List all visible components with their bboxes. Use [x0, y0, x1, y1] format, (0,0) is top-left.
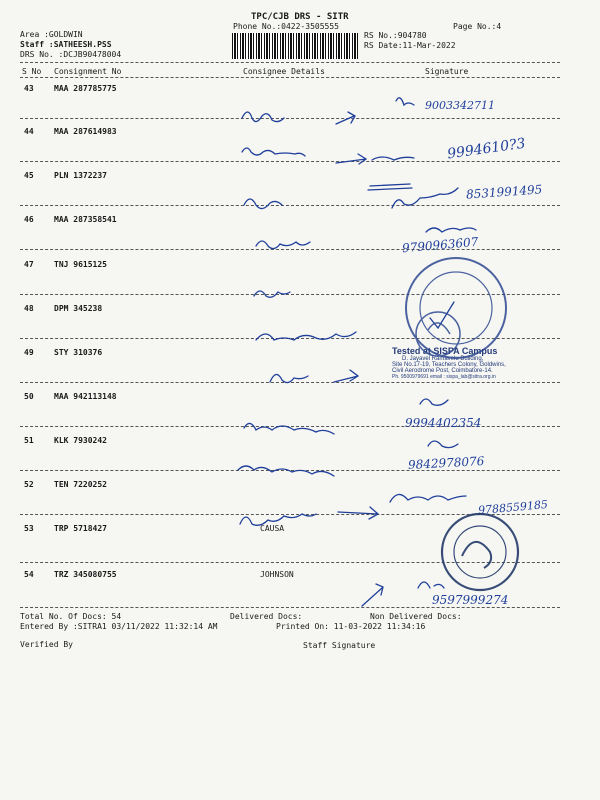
- row-sno: 47: [24, 260, 34, 269]
- handwritten-phone: 9597999274: [432, 593, 509, 607]
- causa-stamp: [442, 514, 518, 590]
- area-label: Area :GOLDWIN: [20, 30, 83, 39]
- handwritten-phone: 9994402354: [405, 416, 482, 430]
- signature-scribble: [238, 466, 334, 476]
- row-sno: 50: [24, 392, 34, 401]
- arrow-mark: [336, 154, 366, 164]
- delivered-docs: Delivered Docs:: [230, 612, 303, 621]
- staff-label: Staff :SATHEESH.PSS: [20, 40, 112, 49]
- rs-date: RS Date:11-Mar-2022: [364, 41, 456, 50]
- row-sno: 43: [24, 84, 34, 93]
- staff-signature-label: Staff Signature: [303, 641, 376, 650]
- row-sno: 53: [24, 524, 34, 533]
- signature-scribble: [390, 494, 466, 502]
- global-ventures-stamp: [406, 258, 506, 358]
- column-consignment: Consignment No: [54, 67, 122, 76]
- signature-scribble: [428, 441, 458, 448]
- strike-scribble: [368, 184, 412, 190]
- column-sno: S No: [22, 67, 42, 76]
- total-docs: Total No. Of Docs: 54: [20, 612, 122, 621]
- non-delivered-docs: Non Delivered Docs:: [370, 612, 462, 621]
- drs-number: DRS No. :DCJB90478004: [20, 50, 122, 59]
- signature-scribble: [372, 157, 414, 160]
- arrow-mark: [334, 370, 358, 382]
- signature-scribble: [242, 148, 305, 156]
- signature-scribble: [392, 188, 458, 208]
- row-sno: 45: [24, 171, 34, 180]
- row-consignment: MAA 287358541: [54, 215, 117, 224]
- signature-scribble: [396, 98, 414, 105]
- row-sno: 48: [24, 304, 34, 313]
- arrow-mark: [338, 507, 378, 519]
- printed-on: Printed On: 11-03-2022 11:34:16: [276, 622, 426, 631]
- column-signature: Signature: [425, 67, 469, 76]
- row-consignment: MAA 942113148: [54, 392, 117, 401]
- handwritten-phone: 9788559185: [477, 497, 549, 518]
- handwritten-phone: 9842978076: [407, 454, 485, 472]
- arrow-mark: [362, 584, 383, 606]
- sispa-stamp-line: Civil Aerodrome Post, Coimbatore-14.: [392, 368, 493, 374]
- row-sno: 49: [24, 348, 34, 357]
- row-sno: 51: [24, 436, 34, 445]
- signature-scribble: [418, 582, 444, 588]
- row-consignment: TEN 7220252: [54, 480, 107, 489]
- handwritten-phone: 9003342711: [425, 99, 495, 112]
- handwritten-phone: 9994610?3: [446, 135, 527, 163]
- signature-scribble: [426, 228, 476, 232]
- column-consignee: Consignee Details: [243, 67, 325, 76]
- row-consignment: TRP 5718427: [54, 524, 107, 533]
- row-consignment: KLK 7930242: [54, 436, 107, 445]
- sispa-stamp-line: Site No.17-19, Teachers Colony, Goldwins,: [392, 362, 506, 368]
- signature-scribble: [240, 514, 316, 525]
- row-consignee: JOHNSON: [260, 570, 294, 579]
- arrow-mark: [336, 112, 355, 124]
- signature-scribble: [256, 241, 310, 249]
- handwritten-phone: 8531991495: [465, 182, 543, 202]
- sispa-stamp-title: Tested at SISPA Campus: [392, 346, 498, 356]
- row-consignment: PLN 1372237: [54, 171, 107, 180]
- sispa-stamp-line: Ph. 9500979691 email : sispa_lab@sitra.org.in: [392, 374, 496, 380]
- row-consignment: MAA 287785775: [54, 84, 117, 93]
- signature-scribble: [420, 399, 448, 405]
- signature-scribble: [244, 423, 334, 434]
- signature-scribble: [242, 112, 284, 122]
- rs-number: RS No.:904780: [364, 31, 427, 40]
- signature-scribble: [254, 291, 290, 297]
- handwritten-phone: 9790963607: [401, 234, 479, 256]
- phone-number: Phone No.:0422-3505555: [233, 22, 339, 31]
- row-sno: 52: [24, 480, 34, 489]
- signature-scribble: [244, 199, 282, 209]
- document-title: TPC/CJB DRS - SITR: [251, 12, 349, 22]
- signature-scribble: [270, 374, 308, 382]
- row-consignment: MAA 287614983: [54, 127, 117, 136]
- sispa-stamp-line: D. Jayavel Ramavelu Building,: [402, 356, 484, 362]
- entered-by: Entered By :SITRA1 03/11/2022 11:32:14 AM: [20, 622, 218, 631]
- page-number: Page No.:4: [453, 22, 502, 31]
- row-consignee: CAUSA: [260, 524, 285, 533]
- row-consignment: TRZ 345080755: [54, 570, 117, 579]
- signature-scribble: [256, 332, 356, 340]
- row-consignment: STY 310376: [54, 348, 103, 357]
- row-sno: 54: [24, 570, 34, 579]
- row-consignment: DPM 345238: [54, 304, 103, 313]
- verified-by: Verified By: [20, 640, 73, 649]
- row-sno: 46: [24, 215, 34, 224]
- row-sno: 44: [24, 127, 34, 136]
- row-consignment: TNJ 9615125: [54, 260, 107, 269]
